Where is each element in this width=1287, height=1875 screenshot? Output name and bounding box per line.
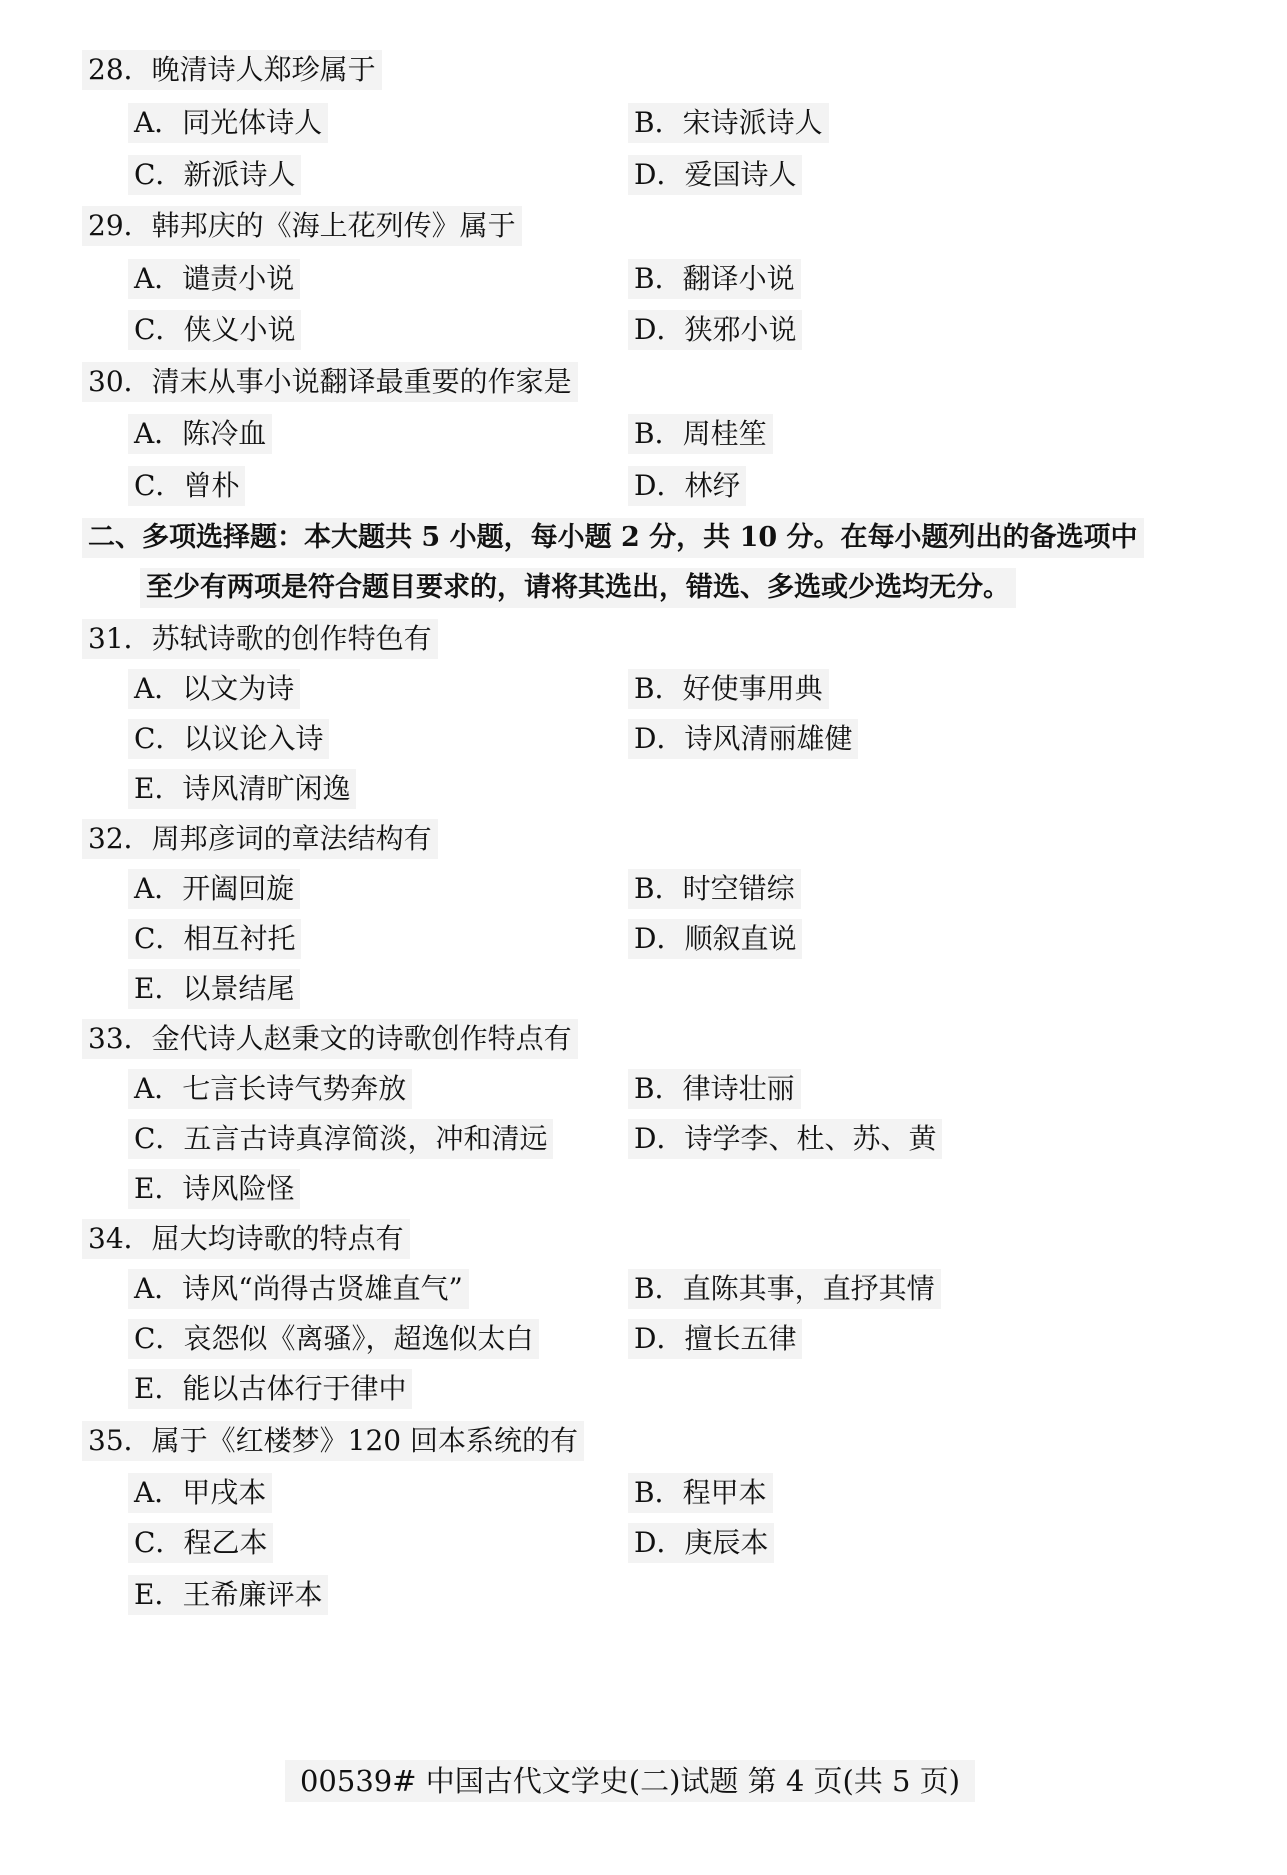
- option-letter: E．: [134, 772, 183, 805]
- option-letter: B．: [634, 872, 683, 905]
- option-34-a: [128, 1269, 469, 1309]
- option-29-b: [628, 259, 801, 299]
- option-35-e: [128, 1575, 328, 1615]
- option-32-a: [128, 869, 300, 909]
- option-letter: C．: [134, 1526, 184, 1559]
- question-28: [82, 50, 382, 90]
- option-text: 开阖回旋: [182, 872, 295, 905]
- option-letter: C．: [134, 722, 184, 755]
- option-text: 王希廉评本: [182, 1578, 323, 1611]
- option-text: 周桂笙: [682, 417, 767, 450]
- option-32-e: [128, 969, 300, 1009]
- option-text: 狭邪小说: [684, 313, 797, 346]
- option-letter: D．: [634, 922, 685, 955]
- option-text: 宋诗派诗人: [682, 106, 823, 139]
- page-footer: 00539# 中国古代文学史(二)试题 第 4 页(共 5 页): [285, 1760, 975, 1802]
- option-28-c: [128, 155, 301, 195]
- option-text: 陈冷血: [182, 417, 267, 450]
- option-text: 林纾: [684, 469, 741, 502]
- option-29-c: [128, 310, 301, 350]
- option-text: 好使事用典: [682, 672, 823, 705]
- option-29-d: [628, 310, 802, 350]
- option-letter: B．: [634, 106, 683, 139]
- option-text: 翻译小说: [682, 262, 795, 295]
- option-34-d: [628, 1319, 802, 1359]
- option-letter: A．: [134, 872, 183, 905]
- option-34-c: [128, 1319, 539, 1359]
- question-35: [82, 1421, 584, 1461]
- question-34: [82, 1219, 410, 1259]
- option-text: 以议论入诗: [183, 722, 324, 755]
- question-number: 29．: [88, 209, 152, 242]
- option-text: 时空错综: [682, 872, 795, 905]
- option-letter: B．: [634, 1272, 683, 1305]
- option-31-d: [628, 719, 858, 759]
- option-letter: D．: [634, 1322, 685, 1355]
- option-letter: C．: [134, 469, 184, 502]
- question-number: 34．: [88, 1222, 152, 1255]
- option-letter: A．: [134, 1272, 183, 1305]
- option-letter: A．: [134, 106, 183, 139]
- option-letter: C．: [134, 1122, 184, 1155]
- option-text: 哀怨似《离骚》，超逸似太白: [183, 1322, 534, 1355]
- option-text: 同光体诗人: [182, 106, 323, 139]
- option-text: 庚辰本: [684, 1526, 769, 1559]
- option-text: 五言古诗真淳简淡，冲和清远: [183, 1122, 548, 1155]
- option-33-a: [128, 1069, 412, 1109]
- option-text: 诗风险怪: [182, 1172, 295, 1205]
- option-letter: A．: [134, 1072, 183, 1105]
- option-text: 擅长五律: [684, 1322, 797, 1355]
- option-text: 能以古体行于律中: [182, 1372, 407, 1405]
- option-text: 程甲本: [682, 1476, 767, 1509]
- question-number: 32．: [88, 822, 152, 855]
- question-29: [82, 206, 522, 246]
- option-letter: D．: [634, 158, 685, 191]
- question-33: [82, 1019, 578, 1059]
- option-35-a: [128, 1473, 272, 1513]
- question-number: 28．: [88, 53, 152, 86]
- option-33-e: [128, 1169, 300, 1209]
- option-34-b: [628, 1269, 941, 1309]
- option-30-b: [628, 414, 773, 454]
- option-letter: E．: [134, 1578, 183, 1611]
- option-letter: D．: [634, 1526, 685, 1559]
- section-instructions: 至少有两项是符合题目要求的，请将其选出，错选、多选或少选均无分。: [140, 568, 1016, 608]
- option-letter: A．: [134, 417, 183, 450]
- question-stem: 周邦彦词的章法结构有: [151, 822, 432, 855]
- question-32: [82, 819, 438, 859]
- option-letter: A．: [134, 262, 183, 295]
- option-text: 程乙本: [183, 1526, 268, 1559]
- option-31-a: [128, 669, 300, 709]
- option-34-e: [128, 1369, 412, 1409]
- option-letter: E．: [134, 1172, 183, 1205]
- option-33-b: [628, 1069, 801, 1109]
- option-text: 爱国诗人: [684, 158, 797, 191]
- option-letter: A．: [134, 1476, 183, 1509]
- option-28-d: [628, 155, 802, 195]
- option-30-a: [128, 414, 272, 454]
- option-letter: D．: [634, 313, 685, 346]
- option-32-c: [128, 919, 301, 959]
- question-31: [82, 619, 438, 659]
- question-stem: 金代诗人赵秉文的诗歌创作特点有: [151, 1022, 572, 1055]
- option-letter: B．: [634, 672, 683, 705]
- option-30-c: [128, 466, 245, 506]
- option-text: 七言长诗气势奔放: [182, 1072, 407, 1105]
- option-text: 诗风清旷闲逸: [182, 772, 351, 805]
- option-text: 曾朴: [183, 469, 240, 502]
- question-number: 31．: [88, 622, 152, 655]
- question-stem: 苏轼诗歌的创作特色有: [151, 622, 432, 655]
- question-stem: 属于《红楼梦》120 回本系统的有: [151, 1424, 578, 1457]
- option-letter: A．: [134, 672, 183, 705]
- option-text: 诗风清丽雄健: [684, 722, 853, 755]
- option-32-d: [628, 919, 802, 959]
- option-35-c: [128, 1523, 273, 1563]
- section-heading: 二、多项选择题：本大题共 5 小题，每小题 2 分，共 10 分。在每小题列出的备选项中: [82, 518, 1144, 558]
- option-text: 以文为诗: [182, 672, 295, 705]
- option-letter: C．: [134, 313, 184, 346]
- option-text: 谴责小说: [182, 262, 295, 295]
- option-31-b: [628, 669, 829, 709]
- option-letter: E．: [134, 1372, 183, 1405]
- option-28-b: [628, 103, 829, 143]
- question-stem: 清末从事小说翻译最重要的作家是: [151, 365, 572, 398]
- option-letter: E．: [134, 972, 183, 1005]
- option-text: 诗风“尚得古贤雄直气”: [182, 1272, 463, 1305]
- question-number: 30．: [88, 365, 152, 398]
- option-text: 顺叙直说: [684, 922, 797, 955]
- option-text: 甲戌本: [182, 1476, 267, 1509]
- option-letter: B．: [634, 1476, 683, 1509]
- option-text: 诗学李、杜、苏、黄: [684, 1122, 937, 1155]
- option-text: 新派诗人: [183, 158, 296, 191]
- option-31-e: [128, 769, 356, 809]
- question-stem: 屈大均诗歌的特点有: [151, 1222, 404, 1255]
- option-letter: D．: [634, 469, 685, 502]
- option-text: 相互衬托: [183, 922, 296, 955]
- option-29-a: [128, 259, 300, 299]
- option-text: 直陈其事，直抒其情: [682, 1272, 935, 1305]
- option-32-b: [628, 869, 801, 909]
- option-text: 以景结尾: [182, 972, 295, 1005]
- option-letter: B．: [634, 417, 683, 450]
- question-stem: 韩邦庆的《海上花列传》属于: [151, 209, 516, 242]
- option-28-a: [128, 103, 328, 143]
- option-letter: C．: [134, 1322, 184, 1355]
- option-30-d: [628, 466, 746, 506]
- option-letter: C．: [134, 158, 184, 191]
- option-text: 侠义小说: [183, 313, 296, 346]
- question-stem: 晚清诗人郑珍属于: [151, 53, 376, 86]
- option-letter: D．: [634, 1122, 685, 1155]
- option-letter: B．: [634, 1072, 683, 1105]
- option-letter: D．: [634, 722, 685, 755]
- option-33-d: [628, 1119, 942, 1159]
- option-letter: B．: [634, 262, 683, 295]
- option-33-c: [128, 1119, 553, 1159]
- option-35-b: [628, 1473, 773, 1513]
- option-letter: C．: [134, 922, 184, 955]
- question-30: [82, 362, 578, 402]
- question-number: 35．: [88, 1424, 152, 1457]
- option-31-c: [128, 719, 329, 759]
- question-number: 33．: [88, 1022, 152, 1055]
- option-text: 律诗壮丽: [682, 1072, 795, 1105]
- option-35-d: [628, 1523, 774, 1563]
